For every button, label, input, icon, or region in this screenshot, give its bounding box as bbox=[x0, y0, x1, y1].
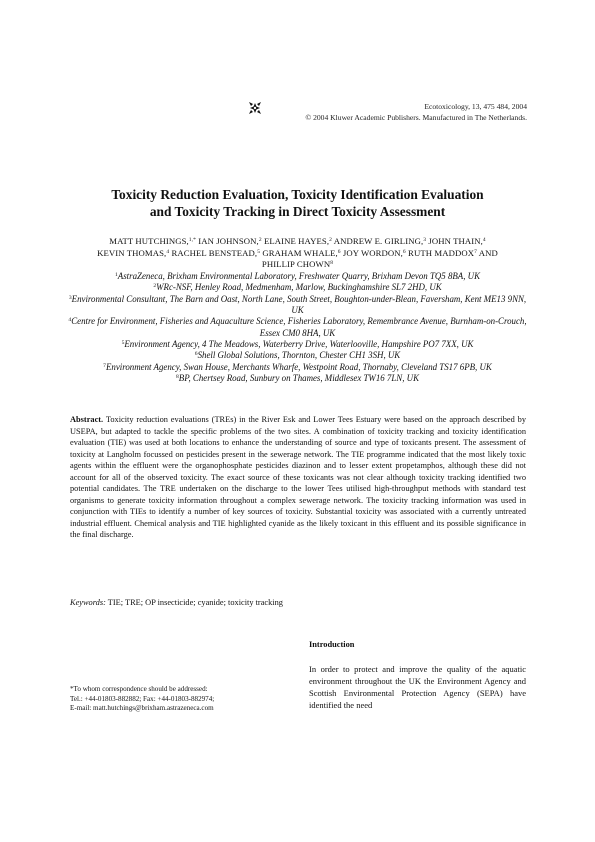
author-mark: 4 bbox=[482, 237, 486, 243]
affiliation-text: AstraZeneca, Brixham Environmental Laboratory, Freshwater Quarry, Brixham Devon TQ5 8BA, UK bbox=[117, 271, 480, 281]
keywords-text: TIE; TRE; OP insecticide; cyanide; toxicity tracking bbox=[105, 598, 283, 607]
author-mark: 6 bbox=[402, 248, 406, 255]
affiliation-item bbox=[64, 362, 531, 373]
affiliation-mark: 5 bbox=[121, 340, 125, 347]
author-name: GRAHAM WHALE, bbox=[260, 247, 338, 258]
affiliation-text: Environment Agency, Swan House, Merchants Wharfe, Westpoint Road, Thornaby, Cleveland TS17 6PB, UK bbox=[105, 361, 492, 372]
author-name: ANDREW E. GIRLING, bbox=[331, 236, 424, 246]
author-name: RUTH MADDOX bbox=[405, 247, 475, 258]
author-conjunction: AND bbox=[476, 247, 498, 258]
affiliation-mark: 8 bbox=[176, 374, 179, 381]
affiliation-mark: 4 bbox=[68, 317, 72, 324]
journal-header bbox=[227, 101, 527, 123]
article-title bbox=[70, 186, 525, 220]
title-line-1: Toxicity Reduction Evaluation, Toxicity Identification Evaluation bbox=[111, 187, 484, 202]
journal-citation: Ecotoxicology, 13, 475 484, 2004 bbox=[424, 102, 527, 111]
author-mark: 5 bbox=[257, 248, 261, 255]
affiliation-mark: 7 bbox=[103, 362, 106, 369]
abstract-label: Abstract. bbox=[70, 415, 104, 424]
author-mark: 2 bbox=[258, 237, 262, 243]
affiliation-item bbox=[64, 350, 531, 361]
author-line-2 bbox=[70, 248, 525, 260]
affiliation-item bbox=[64, 271, 531, 282]
footnote-line-3: E-mail: matt.hutchings@brixham.astrazeneca.com bbox=[70, 704, 214, 712]
author-mark: 4 bbox=[166, 248, 170, 255]
introduction-heading: Introduction bbox=[309, 640, 355, 649]
affiliation-item bbox=[64, 294, 531, 317]
author-name: PHILLIP CHOWN bbox=[261, 259, 331, 270]
affiliation-mark: 2 bbox=[153, 283, 157, 290]
affiliation-mark: 6 bbox=[194, 351, 198, 358]
affiliation-item bbox=[64, 373, 531, 384]
author-mark: 8 bbox=[330, 260, 334, 267]
footnote-line-2: Tel.: +44-01803-882882; Fax: +44-01803-882974; bbox=[70, 694, 215, 703]
introduction-text: In order to protect and improve the quality of the aquatic environment throughout the UK the Environment Agency and Scottish Environmental Protection Agency (SEPA) have identified the need bbox=[309, 664, 526, 710]
author-mark: 7 bbox=[474, 248, 477, 255]
affiliation-text: Centre for Environment, Fisheries and Aquaculture Science, Fisheries Laboratory, Remembrance Avenue, Burnham-on-Crouch, Essex CM0 8HA, UK bbox=[71, 316, 527, 338]
author-mark: 6 bbox=[337, 248, 341, 255]
affiliation-text: WRc-NSF, Henley Road, Medmenham, Marlow, Buckinghamshire SL7 2HD, UK bbox=[156, 282, 442, 293]
author-line-1 bbox=[70, 236, 525, 248]
footnote-line-1: *To whom correspondence should be addressed: bbox=[70, 685, 208, 693]
correspondence-footnote bbox=[70, 685, 300, 714]
author-name: KEVIN THOMAS, bbox=[97, 247, 167, 258]
affiliation-text: BP, Chertsey Road, Sunbury on Thames, Middlesex TW16 7LN, UK bbox=[178, 373, 419, 384]
abstract-text: Toxicity reduction evaluations (TREs) in the River Esk and Lower Tees Estuary were based on the approach described by USEPA, but adapted to tackle the specific problems of the two sites. A combination of toxicity tracking and toxicity identification evaluation (TIE) was used at both locations to enhance the understanding of source and type of toxicants present. The assessment of toxicity at Langholm focussed on pesticides present in the sewerage network. The TIE programme indicated that the most likely toxic agents within the effluent were the organophosphate pesticides diazinon and to lesser extent propetamphos, although these did not account for all of the observed toxicity. The exact source of these toxicants was not clear although toxicity tracking identified two potential candidates. The TRE undertaken on the discharge to the lower Tees utilised high-throughput methods with standard test organisms to generate toxicity information throughout a complex sewerage network. The toxicity tracking information was used in conjunction with TIEs to identify a number of key sources of toxicity. Substantial toxicity was associated with a currently untreated industrial effluent. Chemical analysis and TIE highlighted cyanide as the likely toxicant in this effluent and its possible significance in the final discharge. bbox=[70, 415, 526, 540]
affiliation-text: Environment Agency, 4 The Meadows, Waterberry Drive, Waterlooville, Hampshire PO7 7XX, UK bbox=[124, 339, 474, 350]
author-name: RACHEL BENSTEAD, bbox=[169, 247, 258, 258]
affiliation-list bbox=[64, 271, 531, 384]
affiliation-item bbox=[64, 339, 531, 350]
affiliation-mark: 3 bbox=[68, 294, 72, 301]
author-name: MATT HUTCHINGS, bbox=[109, 236, 189, 246]
keywords bbox=[70, 597, 526, 609]
affiliation-item bbox=[64, 316, 531, 339]
author-name: JOHN THAIN, bbox=[426, 236, 483, 246]
affiliation-mark: 1 bbox=[115, 272, 118, 278]
author-name: JOY WORDON, bbox=[340, 247, 403, 258]
copyright-notice: © 2004 Kluwer Academic Publishers. Manufactured in The Netherlands. bbox=[305, 113, 527, 122]
author-name: IAN JOHNSON, bbox=[195, 236, 259, 246]
author-name: ELAINE HAYES, bbox=[261, 236, 330, 246]
author-mark: 3 bbox=[423, 237, 427, 243]
keywords-label: Keywords: bbox=[70, 598, 106, 607]
author-mark: 2 bbox=[329, 237, 332, 243]
abstract bbox=[70, 414, 526, 541]
author-mark: 1,* bbox=[188, 237, 196, 243]
title-line-2: and Toxicity Tracking in Direct Toxicity Assessment bbox=[149, 204, 446, 219]
affiliation-item bbox=[64, 282, 531, 293]
affiliation-text: Shell Global Solutions, Thornton, Chester CH1 3SH, UK bbox=[197, 350, 401, 361]
affiliation-text: Environmental Consultant, The Barn and Oast, North Lane, South Street, Boughton-under-Blean, Faversham, Kent ME13 9NN, UK bbox=[71, 293, 527, 316]
author-list bbox=[70, 236, 525, 271]
author-line-3 bbox=[70, 259, 525, 271]
